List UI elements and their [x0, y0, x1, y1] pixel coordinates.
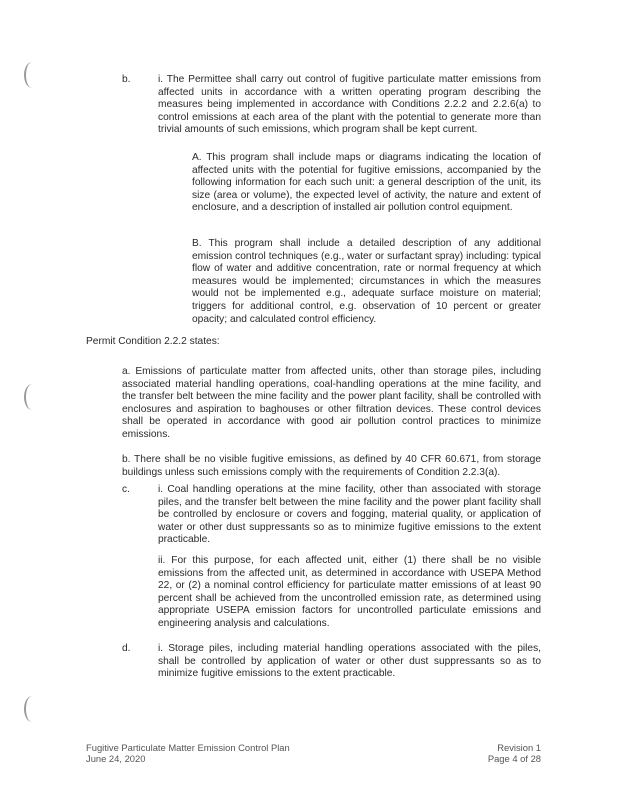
condition-para-a: a. Emissions of particulate matter from affected units, other than storage piles, including associated material handling operations, coal-handling operations at the mine facility, and the transfer belt between the mine facility and the power plant facility, shall be controlled with enclosures and aspiration to baghouses or other filtration devices. These control devices shall be operated in accordance with good air pollution control practices to minimize emissions. — [122, 366, 541, 440]
footer-date: June 24, 2020 — [86, 753, 146, 764]
item-b-subpara-a: A. This program shall include maps or diagrams indicating the location of affected units with the potential for fugitive emissions, accompanied by the following information for each such unit: a general description of the unit, its size (area or volume), the expected level of activity, the nature and extent of enclosure, and a description of installed air pollution control equipment. — [192, 152, 541, 214]
item-b-subpara-b: B. This program shall include a detailed description of any additional emission control techniques (e.g., water or surfactant spray) including: typical flow of water and additive concentration, rate or normal frequency at which measures would be implemented; circumstances in which the measures would not be implemented e.g., adequate surface moisture on material; triggers for additional control, e.g. observation of 10 percent or greater opacity; and calculated control efficiency. — [192, 238, 541, 325]
item-d-label: d. — [122, 643, 131, 654]
footer-page-number: Page 4 of 28 — [487, 753, 541, 764]
item-c-ii: ii. For this purpose, for each affected unit, either (1) there shall be no visible emissions from the affected unit, as determined in accordance with USEPA Method 22, or (2) a nominal control efficiency for particulate matter emissions of at least 90 percent shall be achieved from the uncontrolled emission rate, as determined using appropriate USEPA emission factors for uncontrolled particulate emissions and engineering analysis and calculations. — [158, 555, 541, 629]
condition-para-b: b. There shall be no visible fugitive emissions, as defined by 40 CFR 60.671, from storage buildings unless such emissions comply with the requirements of Condition 2.2.3(a). — [122, 454, 541, 478]
item-b-label: b. — [122, 74, 131, 85]
footer-revision: Revision 1 — [497, 742, 541, 753]
item-c-i: i. Coal handling operations at the mine facility, other than associated with storage piles, and the transfer belt between the mine facility and the power plant facility shall be controlled by enclosure or covers and fogging, material quality, or application of water or other dust suppressants so as to minimize fugitive emissions to the extent practicable. — [158, 484, 541, 546]
item-b-intro: i. The Permittee shall carry out control of fugitive particulate matter emissions from affected units in accordance with a written operating program describing the measures being implemented in accordance with Conditions 2.2.2 and 2.2.6(a) to control emissions at each area of the plant with the potential to generate more than trivial amounts of such emissions, which program shall be kept current. — [158, 74, 541, 136]
footer-right — [440, 742, 541, 764]
binder-hole-top — [24, 62, 40, 88]
item-c-label: c. — [122, 484, 130, 495]
footer-doc-title: Fugitive Particulate Matter Emission Control Plan — [86, 742, 290, 753]
item-d-i: i. Storage piles, including material handling operations associated with the piles, shall be controlled by application of water or other dust suppressants so as to minimize fugitive emissions to the extent practicable. — [158, 643, 541, 680]
binder-hole-middle — [24, 384, 40, 410]
binder-hole-bottom — [24, 696, 40, 722]
condition-heading: Permit Condition 2.2.2 states: — [86, 336, 220, 347]
footer-left — [86, 742, 290, 764]
